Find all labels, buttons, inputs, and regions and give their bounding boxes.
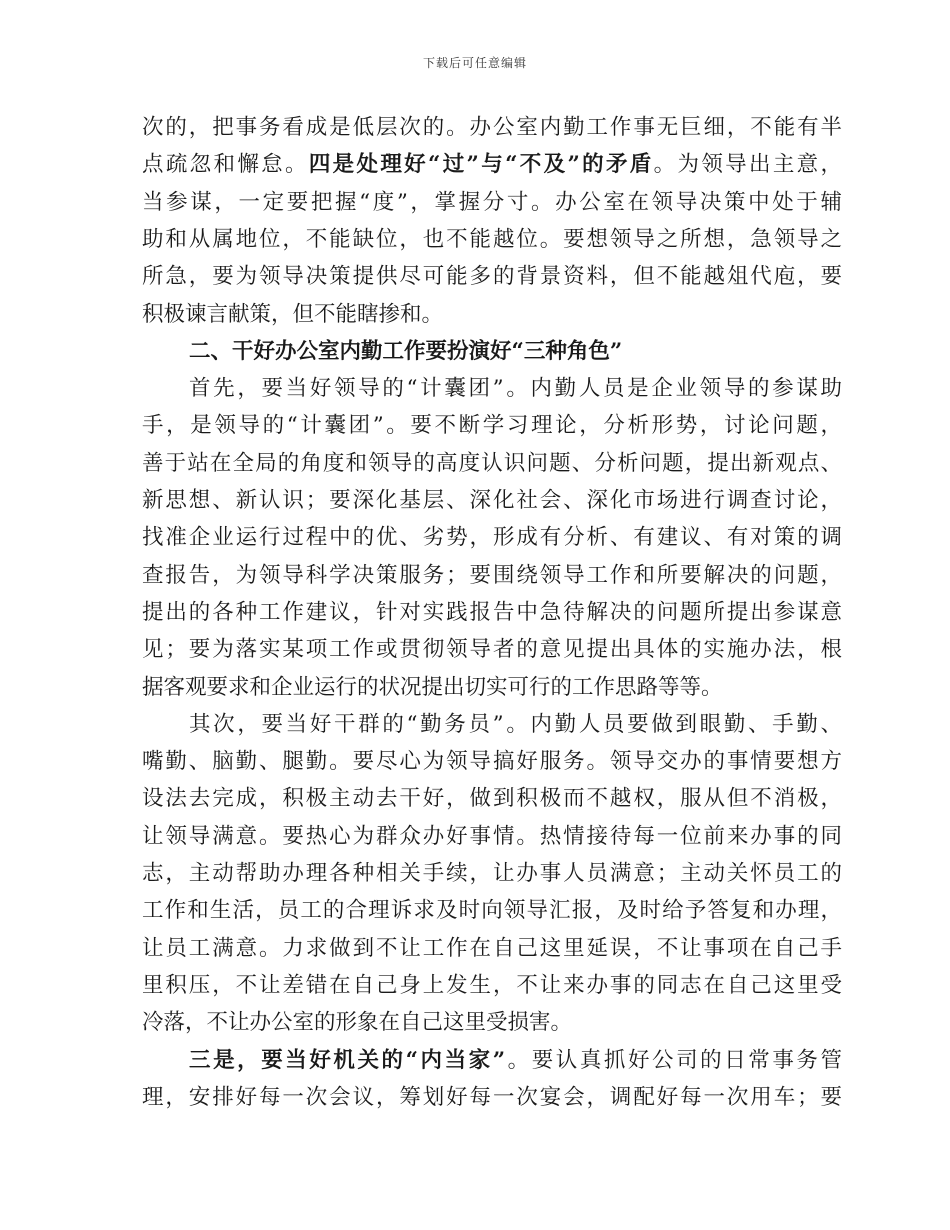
text-line (142, 672, 842, 704)
text-line (189, 1045, 842, 1077)
text-run: 查报告，为领导科学决策服务；要围绕领导工作和所要解决的问题， (142, 562, 842, 588)
text-run: 。要认真抓好公司的日常事务管 (505, 1047, 842, 1073)
text-line (142, 634, 842, 666)
bold-text-run: 三是，要当好机关的“内当家” (189, 1047, 506, 1073)
text-run: 让员工满意。力求做到不让工作在自己这里延误，不让事项在自己手 (142, 935, 842, 961)
text-line (142, 1007, 842, 1039)
text-line (142, 485, 842, 517)
text-run: 让领导满意。要热心为群众办好事情。热情接待每一位前来办事的同 (142, 823, 842, 849)
text-run: 见；要为落实某项工作或贯彻领导者的意见提出具体的实施办法，根 (142, 637, 842, 663)
text-line (142, 299, 842, 331)
text-run: 手，是领导的“计囊团”。要不断学习理论，分析形势，讨论问题， (142, 413, 842, 439)
text-line (142, 597, 842, 629)
text-run: 找准企业运行过程中的优、劣势，形成有分析、有建议、有对策的调 (142, 525, 842, 551)
text-line (142, 448, 842, 480)
text-line (189, 336, 842, 368)
bold-text-run: 二、干好办公室内勤工作要扮演好“三种角色” (189, 338, 623, 364)
text-line (142, 783, 842, 815)
bold-text-run: 四是处理好“过”与“不及”的矛盾 (308, 152, 654, 178)
text-run: 点疏忽和懈怠。 (142, 152, 309, 178)
text-line (142, 933, 842, 965)
text-run: 善于站在全局的角度和领导的高度认识问题、分析问题，提出新观点、 (142, 450, 842, 476)
text-line (142, 187, 842, 219)
page-header: 下载后可任意编辑 (422, 56, 527, 70)
text-run: 其次，要当好干群的“勤务员”。内勤人员要做到眼勤、手勤、 (189, 711, 842, 737)
text-line (142, 1082, 842, 1114)
text-run: 冷落，不让办公室的形象在自己这里受损害。 (142, 1010, 573, 1036)
text-line (142, 560, 842, 592)
text-line (142, 224, 842, 256)
text-run: 据客观要求和企业运行的状况提出切实可行的工作思路等等。 (142, 674, 723, 700)
text-line (189, 373, 842, 405)
text-run: 工作和生活，员工的合理诉求及时向领导汇报，及时给予答复和办理， (142, 898, 842, 924)
text-run: 里积压，不让差错在自己身上发生，不让来办事的同志在自己这里受 (142, 972, 842, 998)
text-run: 新思想、新认识；要深化基层、深化社会、深化市场进行调查讨论， (142, 488, 842, 513)
text-run: 所急，要为领导决策提供尽可能多的背景资料，但不能越俎代庖，要 (142, 264, 842, 290)
text-run: 提出的各种工作建议，针对实践报告中急待解决的问题所提出参谋意 (142, 599, 842, 625)
text-run: 助和从属地位，不能缺位，也不能越位。要想领导之所想，急领导之 (142, 226, 842, 252)
text-line (142, 410, 842, 442)
text-run: 嘴勤、脑勤、腿勤。要尽心为领导搞好服务。领导交办的事情要想方 (142, 749, 842, 775)
text-line (142, 858, 842, 890)
text-line (142, 522, 842, 554)
text-line (142, 149, 842, 181)
text-run: 首先，要当好领导的“计囊团”。内勤人员是企业领导的参谋助 (189, 376, 842, 402)
text-run: 志，主动帮助办理各种相关手续，让办事人员满意；主动关怀员工的 (142, 861, 842, 886)
text-run: 设法去完成，积极主动去干好，做到积极而不越权，服从但不消极， (142, 786, 842, 812)
text-line (142, 746, 842, 778)
text-run: 次的，把事务看成是低层次的。办公室内勤工作事无巨细，不能有半 (142, 115, 842, 140)
text-run: 当参谋，一定要把握“度”，掌握分寸。办公室在领导决策中处于辅 (142, 189, 842, 215)
text-line (142, 970, 842, 1002)
text-run: 理，安排好每一次会议，筹划好每一次宴会，调配好每一次用车；要 (142, 1084, 842, 1110)
text-line (142, 821, 842, 853)
text-line (142, 112, 842, 144)
text-line (189, 709, 842, 741)
text-line (142, 261, 842, 293)
text-line (142, 895, 842, 927)
text-run: 积极谏言献策，但不能瞎掺和。 (142, 301, 444, 327)
text-run: 。为领导出主意， (653, 152, 842, 178)
